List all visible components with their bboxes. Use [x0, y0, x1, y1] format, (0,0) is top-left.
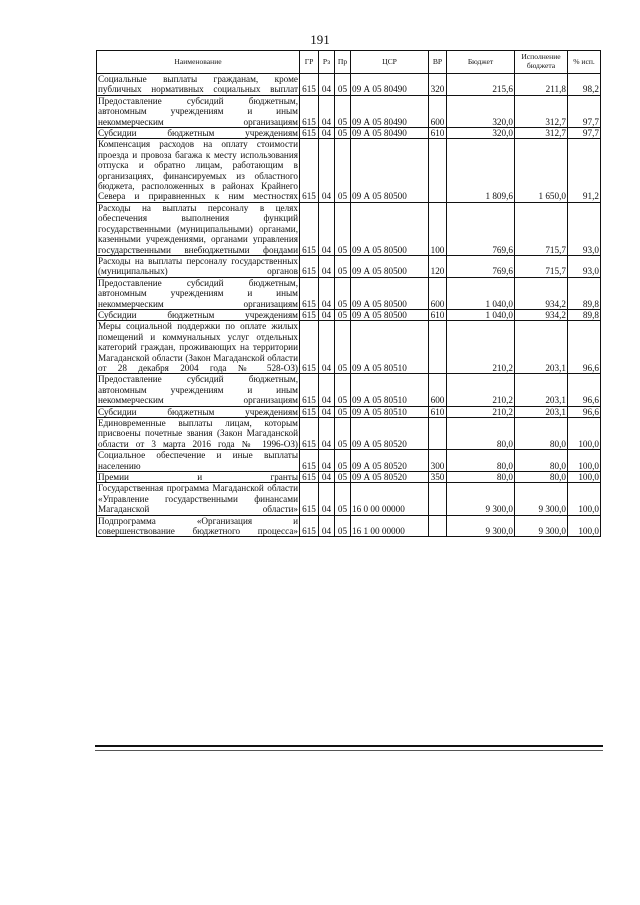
cell-csr: 09 А 05 80490 — [351, 95, 429, 127]
header-budget: Бюджет — [447, 51, 515, 74]
cell-csr: 09 А 05 80500 — [351, 255, 429, 277]
cell-csr: 09 А 05 80510 — [351, 406, 429, 417]
cell-budget: 80,0 — [447, 418, 515, 450]
cell-pr: 05 — [335, 255, 351, 277]
cell-budget: 80,0 — [447, 472, 515, 483]
cell-percent: 96,6 — [568, 374, 601, 406]
cell-csr: 09 А 05 80490 — [351, 74, 429, 96]
cell-budget: 9 300,0 — [447, 515, 515, 537]
footer-rule-thin — [95, 750, 603, 751]
cell-name: Субсидии бюджетным учреждениям — [98, 406, 298, 417]
cell-pr: 05 — [335, 277, 351, 309]
cell-csr: 16 1 00 00000 — [351, 515, 429, 537]
cell-execution: 80,0 — [515, 418, 568, 450]
cell-pr: 05 — [335, 450, 351, 472]
cell-gr: 615 — [300, 450, 319, 472]
cell-pr: 05 — [335, 95, 351, 127]
cell-budget: 210,2 — [447, 406, 515, 417]
cell-percent: 100,0 — [568, 483, 601, 515]
cell-percent: 91,2 — [568, 139, 601, 202]
cell-budget: 215,6 — [447, 74, 515, 96]
cell-pr: 05 — [335, 374, 351, 406]
cell-gr: 615 — [300, 255, 319, 277]
cell-vr: 610 — [429, 309, 447, 320]
cell-percent: 97,7 — [568, 95, 601, 127]
cell-csr: 16 0 00 00000 — [351, 483, 429, 515]
cell-execution: 934,2 — [515, 309, 568, 320]
cell-rz: 04 — [319, 128, 335, 139]
cell-vr — [429, 483, 447, 515]
cell-rz: 04 — [319, 321, 335, 374]
cell-rz: 04 — [319, 374, 335, 406]
cell-percent: 100,0 — [568, 472, 601, 483]
cell-gr: 615 — [300, 309, 319, 320]
header-rz: Рз — [319, 51, 335, 74]
cell-rz: 04 — [319, 277, 335, 309]
cell-rz: 04 — [319, 74, 335, 96]
cell-execution: 715,7 — [515, 202, 568, 255]
cell-budget: 210,2 — [447, 321, 515, 374]
cell-rz: 04 — [319, 139, 335, 202]
cell-name: Субсидии бюджетным учреждениям — [98, 128, 298, 139]
cell-percent: 89,8 — [568, 309, 601, 320]
cell-name: Компенсация расходов на оплату стоимости проезда и провоза багажа к месту использования отпуска и обратно лицам, работающим в организациях, финансируемых из областного бюджета, расположенных в районах Крайнего Севера и приравненных к ним местностях — [98, 139, 298, 202]
cell-name: Расходы на выплаты персоналу в целях обеспечения выполнения функций государственными (муниципальными) органами, казенными учреждениями, органами управления государственными внебюджетными фондами — [98, 202, 298, 255]
header-name: Наименование — [97, 51, 300, 74]
cell-execution: 80,0 — [515, 450, 568, 472]
cell-percent: 97,7 — [568, 128, 601, 139]
table-row — [97, 483, 601, 515]
cell-rz: 04 — [319, 95, 335, 127]
header-percent: % исп. — [568, 51, 601, 74]
cell-vr: 600 — [429, 374, 447, 406]
budget-table — [96, 50, 601, 537]
cell-gr: 615 — [300, 483, 319, 515]
table-row — [97, 321, 601, 374]
cell-csr: 09 А 05 80510 — [351, 374, 429, 406]
cell-name: Расходы на выплаты персоналу государственных (муниципальных) органов — [98, 255, 298, 277]
cell-rz: 04 — [319, 472, 335, 483]
cell-gr: 615 — [300, 472, 319, 483]
cell-execution: 203,1 — [515, 406, 568, 417]
cell-pr: 05 — [335, 418, 351, 450]
cell-rz: 04 — [319, 255, 335, 277]
header-vr: ВР — [429, 51, 447, 74]
cell-gr: 615 — [300, 418, 319, 450]
cell-execution: 312,7 — [515, 95, 568, 127]
cell-execution: 1 650,0 — [515, 139, 568, 202]
cell-vr — [429, 418, 447, 450]
cell-vr: 350 — [429, 472, 447, 483]
cell-rz: 04 — [319, 450, 335, 472]
cell-pr: 05 — [335, 321, 351, 374]
cell-percent: 96,6 — [568, 406, 601, 417]
cell-gr: 615 — [300, 74, 319, 96]
cell-vr — [429, 515, 447, 537]
cell-pr: 05 — [335, 139, 351, 202]
table-row — [97, 139, 601, 202]
table-row — [97, 309, 601, 320]
cell-budget: 769,6 — [447, 255, 515, 277]
cell-rz: 04 — [319, 418, 335, 450]
table-row — [97, 450, 601, 472]
cell-name: Социальное обеспечение и иные выплаты населению — [98, 450, 298, 471]
cell-execution: 80,0 — [515, 472, 568, 483]
cell-name: Подпрограмма «Организация и совершенствование бюджетного процесса» — [98, 515, 298, 537]
table-row — [97, 406, 601, 417]
cell-name: Государственная программа Магаданской области «Управление государственными финансами Магаданской области» — [98, 483, 298, 515]
cell-vr: 300 — [429, 450, 447, 472]
cell-percent: 96,6 — [568, 321, 601, 374]
cell-pr: 05 — [335, 483, 351, 515]
cell-csr: 09 А 05 80520 — [351, 418, 429, 450]
cell-budget: 769,6 — [447, 202, 515, 255]
cell-rz: 04 — [319, 515, 335, 537]
cell-csr: 09 А 05 80500 — [351, 139, 429, 202]
table-row — [97, 277, 601, 309]
cell-gr: 615 — [300, 202, 319, 255]
cell-name: Единовременные выплаты лицам, которым присвоены почетные звания (Закон Магаданской области от 3 марта 2016 года № 1996-ОЗ) — [98, 418, 298, 449]
table-row — [97, 74, 601, 96]
cell-execution: 9 300,0 — [515, 483, 568, 515]
cell-budget: 320,0 — [447, 128, 515, 139]
cell-name: Премии и гранты — [98, 472, 298, 483]
table-row — [97, 95, 601, 127]
table-row — [97, 472, 601, 483]
cell-gr: 615 — [300, 321, 319, 374]
table-row — [97, 202, 601, 255]
cell-name: Предоставление субсидий бюджетным, автономным учреждениям и иным некоммерческим организациям — [98, 95, 298, 127]
cell-execution: 211,8 — [515, 74, 568, 96]
cell-rz: 04 — [319, 309, 335, 320]
cell-csr: 09 А 05 80520 — [351, 450, 429, 472]
table-header-row — [97, 51, 601, 74]
cell-percent: 100,0 — [568, 450, 601, 472]
cell-percent: 93,0 — [568, 202, 601, 255]
cell-execution: 9 300,0 — [515, 515, 568, 537]
cell-vr — [429, 321, 447, 374]
cell-percent: 98,2 — [568, 74, 601, 96]
cell-csr: 09 А 05 80500 — [351, 202, 429, 255]
cell-vr: 100 — [429, 202, 447, 255]
cell-csr: 09 А 05 80520 — [351, 472, 429, 483]
page-number: 191 — [310, 32, 330, 47]
table-row — [97, 255, 601, 277]
header-execution: Исполнение бюджета — [515, 51, 568, 74]
cell-name: Социальные выплаты гражданам, кроме публичных нормативных социальных выплат — [98, 74, 298, 95]
cell-percent: 89,8 — [568, 277, 601, 309]
cell-gr: 615 — [300, 95, 319, 127]
cell-name: Предоставление субсидий бюджетным, автономным учреждениям и иным некоммерческим организациям — [98, 277, 298, 309]
cell-csr: 09 А 05 80510 — [351, 321, 429, 374]
cell-pr: 05 — [335, 128, 351, 139]
table-row — [97, 515, 601, 537]
cell-rz: 04 — [319, 406, 335, 417]
cell-execution: 203,1 — [515, 321, 568, 374]
table-row — [97, 128, 601, 139]
cell-budget: 320,0 — [447, 95, 515, 127]
cell-vr: 610 — [429, 128, 447, 139]
footer-rule-thick — [95, 745, 603, 747]
cell-execution: 312,7 — [515, 128, 568, 139]
header-pr: Пр — [335, 51, 351, 74]
cell-name: Предоставление субсидий бюджетным, автономным учреждениям и иным некоммерческим организациям — [98, 374, 298, 406]
cell-rz: 04 — [319, 483, 335, 515]
cell-vr: 600 — [429, 277, 447, 309]
cell-budget: 1 040,0 — [447, 277, 515, 309]
cell-pr: 05 — [335, 74, 351, 96]
cell-gr: 615 — [300, 128, 319, 139]
cell-name: Субсидии бюджетным учреждениям — [98, 309, 298, 320]
cell-csr: 09 А 05 80500 — [351, 309, 429, 320]
cell-gr: 615 — [300, 374, 319, 406]
cell-vr: 320 — [429, 74, 447, 96]
table-row — [97, 374, 601, 406]
cell-budget: 210,2 — [447, 374, 515, 406]
cell-percent: 100,0 — [568, 515, 601, 537]
cell-gr: 615 — [300, 515, 319, 537]
cell-name: Меры социальной поддержки по оплате жилых помещений и коммунальных услуг отдельных категорий граждан, проживающих на территории Магаданской области (Закон Магаданской области от 28 декабря 2004 года № 528-ОЗ) — [98, 321, 298, 373]
cell-vr: 120 — [429, 255, 447, 277]
cell-csr: 09 А 05 80490 — [351, 128, 429, 139]
cell-rz: 04 — [319, 202, 335, 255]
cell-csr: 09 А 05 80500 — [351, 277, 429, 309]
cell-gr: 615 — [300, 277, 319, 309]
table-row — [97, 418, 601, 450]
cell-budget: 1 809,6 — [447, 139, 515, 202]
cell-vr: 610 — [429, 406, 447, 417]
cell-pr: 05 — [335, 309, 351, 320]
cell-pr: 05 — [335, 406, 351, 417]
cell-execution: 715,7 — [515, 255, 568, 277]
cell-budget: 80,0 — [447, 450, 515, 472]
cell-budget: 1 040,0 — [447, 309, 515, 320]
cell-percent: 93,0 — [568, 255, 601, 277]
cell-gr: 615 — [300, 406, 319, 417]
cell-budget: 9 300,0 — [447, 483, 515, 515]
cell-pr: 05 — [335, 202, 351, 255]
header-gr: ГР — [300, 51, 319, 74]
cell-pr: 05 — [335, 472, 351, 483]
cell-execution: 203,1 — [515, 374, 568, 406]
cell-execution: 934,2 — [515, 277, 568, 309]
cell-vr: 600 — [429, 95, 447, 127]
header-csr: ЦСР — [351, 51, 429, 74]
cell-gr: 615 — [300, 139, 319, 202]
cell-vr — [429, 139, 447, 202]
cell-percent: 100,0 — [568, 418, 601, 450]
cell-pr: 05 — [335, 515, 351, 537]
